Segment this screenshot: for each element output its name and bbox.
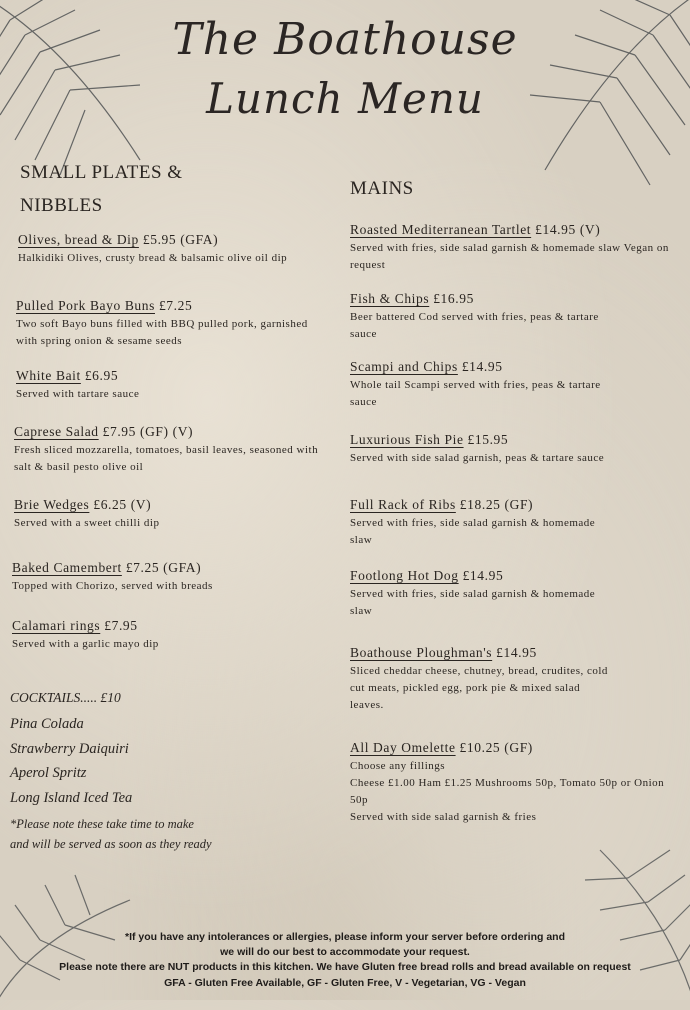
item-description: Served with fries, side salad garnish & homemade slaw Vegan on request xyxy=(350,242,669,271)
menu-item-camembert xyxy=(12,560,317,595)
menu-item-ribs xyxy=(350,497,610,549)
cocktail-item: Pina Colada xyxy=(10,716,84,732)
menu-title: The Boathouse xyxy=(172,14,518,65)
item-name: Scampi and Chips xyxy=(350,359,458,374)
allergy-key: GFA - Gluten Free Available, GF - Gluten Free, V - Vegetarian, VG - Vegan xyxy=(164,976,526,989)
item-description-extras: Cheese £1.00 Ham £1.25 Mushrooms 50p, Tomato 50p or Onion 50p xyxy=(350,777,665,806)
item-name: White Bait xyxy=(16,368,81,383)
item-description-sides: Served with side salad garnish & fries xyxy=(350,811,537,823)
item-price: £14.95 (V) xyxy=(531,222,601,237)
item-price: £14.95 xyxy=(457,359,503,374)
mains-heading: MAINS xyxy=(350,178,414,199)
item-description: Whole tail Scampi served with fries, peas & tartare sauce xyxy=(350,379,601,408)
allergy-notice xyxy=(0,930,690,991)
item-name: Baked Camembert xyxy=(12,560,122,575)
item-name: Boathouse Ploughman's xyxy=(350,645,493,660)
item-price: £7.95 (GF) (V) xyxy=(98,424,194,439)
menu-item-calamari xyxy=(12,618,317,653)
small-plates-heading-line2: NIBBLES xyxy=(20,195,103,216)
allergy-notice-line3: Please note there are NUT products in this kitchen. We have Gluten free bread rolls and bread available on request xyxy=(59,961,631,974)
menu-item-fish-pie xyxy=(350,432,640,467)
item-price: £14.95 xyxy=(458,568,504,583)
small-plates-heading xyxy=(20,156,183,222)
item-price: £7.95 xyxy=(100,618,138,633)
item-price: £6.25 (V) xyxy=(89,497,152,512)
cocktails-note-line2: and will be served as soon as they ready xyxy=(10,837,212,851)
cocktails-note xyxy=(10,814,212,854)
item-price: £6.95 xyxy=(80,368,119,383)
item-description: Sliced cheddar cheese, chutney, bread, crudites, cold cut meats, pickled egg, pork pie & mixed salad leaves. xyxy=(350,665,608,711)
menu-item-caprese xyxy=(14,424,319,476)
allergy-notice-line1: *If you have any intolerances or allergies, please inform your server before ordering and xyxy=(125,931,565,943)
menu-item-olives xyxy=(18,232,323,267)
item-name: Brie Wedges xyxy=(14,497,90,512)
menu-item-hot-dog xyxy=(350,568,610,620)
item-name: Pulled Pork Bayo Buns xyxy=(16,298,155,313)
item-description: Choose any fillings xyxy=(350,760,446,772)
item-description: Halkidiki Olives, crusty bread & balsamic olive oil dip xyxy=(18,252,288,264)
item-price: £5.95 (GFA) xyxy=(138,232,219,247)
cocktails-section xyxy=(10,690,212,854)
allergy-notice-line2: we will do our best to accommodate your request. xyxy=(220,946,470,959)
menu-item-scampi xyxy=(350,359,620,411)
item-price: £16.95 xyxy=(429,291,474,306)
menu-item-tartlet xyxy=(350,222,675,274)
item-description: Served with side salad garnish, peas & tartare sauce xyxy=(350,452,605,464)
menu-item-white-bait xyxy=(16,368,321,403)
item-price: £7.25 xyxy=(154,298,193,313)
item-price: £10.25 (GF) xyxy=(455,740,533,755)
small-plates-heading-line1: SMALL PLATES & xyxy=(20,162,183,183)
cocktail-item: Aperol Spritz xyxy=(10,765,87,781)
item-name: Fish & Chips xyxy=(350,291,430,306)
item-price: £14.95 xyxy=(492,645,537,660)
item-description: Fresh sliced mozzarella, tomatoes, basil leaves, seasoned with salt & basil pesto olive oil xyxy=(14,444,319,473)
item-description: Served with fries, side salad garnish & homemade slaw xyxy=(350,517,596,546)
item-description: Served with a sweet chilli dip xyxy=(14,517,160,529)
cocktail-item: Long Island Iced Tea xyxy=(10,789,133,806)
item-price: £15.95 xyxy=(463,432,509,447)
item-description: Two soft Bayo buns filled with BBQ pulled pork, garnished with spring onion & sesame seeds xyxy=(16,318,308,347)
item-name: Full Rack of Ribs xyxy=(350,497,456,512)
cocktails-note-line1: *Please note these take time to make xyxy=(10,817,194,831)
cocktail-item: Strawberry Daiquiri xyxy=(10,740,129,757)
menu-item-brie xyxy=(14,497,319,532)
item-description: Served with fries, side salad garnish & homemade slaw xyxy=(350,588,596,617)
menu-item-fish-chips xyxy=(350,291,620,343)
item-name: Calamari rings xyxy=(12,618,101,633)
item-name: Luxurious Fish Pie xyxy=(350,432,464,447)
item-name: Olives, bread & Dip xyxy=(18,232,139,247)
item-name: Roasted Mediterranean Tartlet xyxy=(350,222,532,237)
item-description: Topped with Chorizo, served with breads xyxy=(12,580,213,592)
menu-item-omelette xyxy=(350,740,675,826)
item-description: Beer battered Cod served with fries, peas & tartare sauce xyxy=(350,311,599,340)
item-name: Caprese Salad xyxy=(14,424,99,439)
item-name: Footlong Hot Dog xyxy=(350,568,459,583)
item-description: Served with a garlic mayo dip xyxy=(12,638,159,650)
item-description: Served with tartare sauce xyxy=(16,388,140,400)
cocktails-heading: COCKTAILS..... £10 xyxy=(10,690,121,705)
item-price: £18.25 (GF) xyxy=(455,497,534,512)
menu-item-ploughmans xyxy=(350,645,615,714)
item-price: £7.25 (GFA) xyxy=(121,560,202,575)
menu-subtitle: Lunch Menu xyxy=(206,74,484,123)
item-name: All Day Omelette xyxy=(350,740,456,755)
menu-item-pulled-pork xyxy=(16,298,321,350)
